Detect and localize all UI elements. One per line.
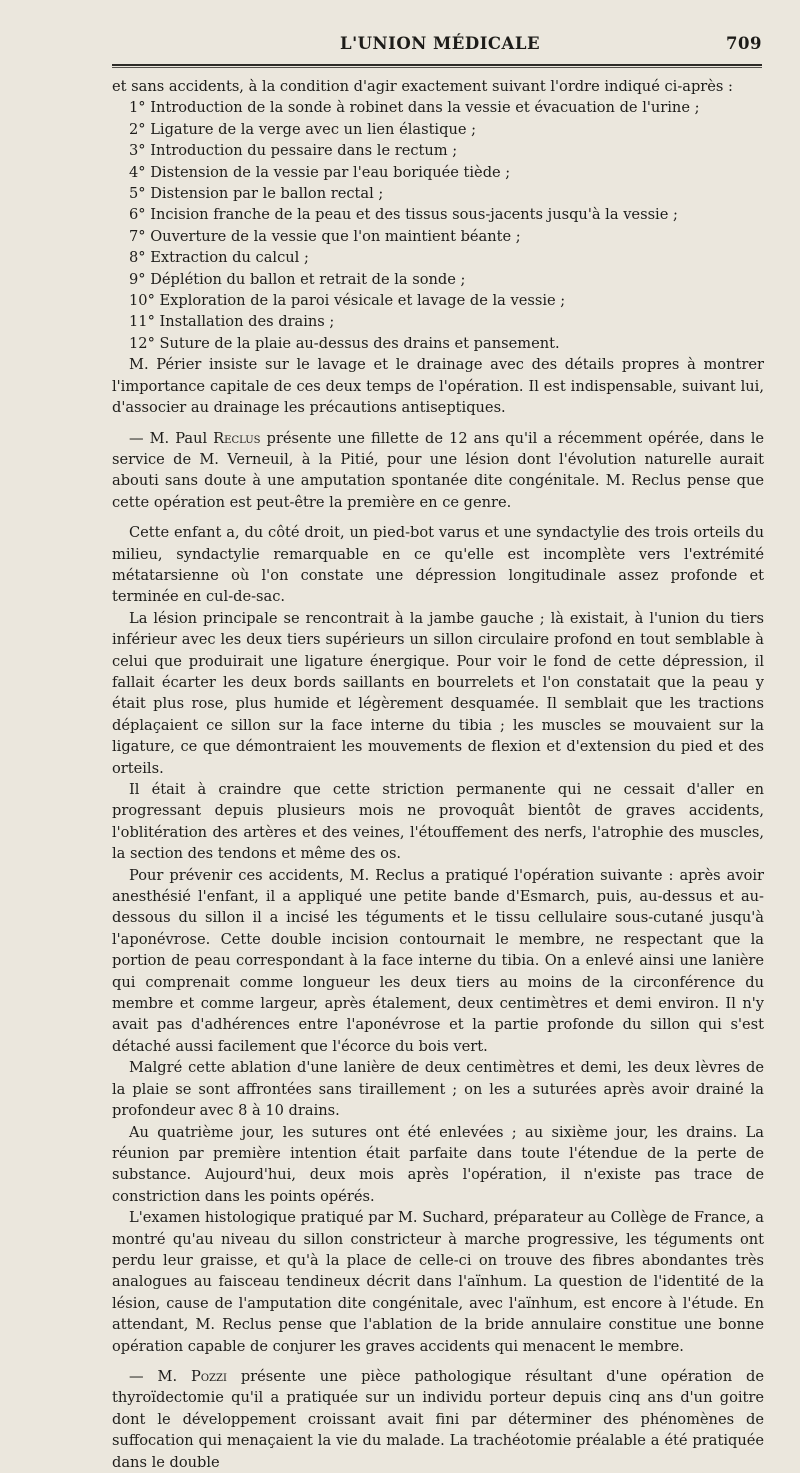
pozzi-paragraph: [112, 1366, 764, 1473]
step-item: 5° Distension par le ballon rectal ;: [129, 185, 384, 203]
step-item: 11° Installation des drains ;: [129, 313, 335, 331]
step-item: 12° Suture de la plaie au-dessus des drains et pansement.: [129, 334, 560, 352]
body-paragraph: Malgré cette ablation d'une lanière de deux centimètres et demi, les deux lèvres de la plaie se sont affrontées sans tiraillement ; on les a suturées après avoir drainé la profondeur avec 8 à 10 drains.: [112, 1059, 764, 1120]
page-header: [112, 30, 762, 58]
section-gap: [112, 513, 764, 522]
step-item: 9° Déplétion du ballon et retrait de la sonde ;: [129, 270, 466, 288]
body-paragraph: La lésion principale se rencontrait à la jambe gauche ; là existait, à l'union du tiers inférieur avec les deux tiers supérieurs un sillon circulaire profond en tout semblable à celui que produirait une ligature énergique. Pour voir le fond de cette dépression, il fallait écarter les deux bords saillants en bourrelets et l'on constatait que la peau y était plus rose, plus humide et légèrement desquamée. Il semblait que les tractions déplaçaient ce sillon sur la face interne du tibia ; les muscles se mouvaient sur la ligature, ce que démontraient les mouvements de flexion et d'extension du pied et des orteils.: [112, 609, 764, 777]
header-rule-thin: [112, 67, 762, 68]
step-item: 10° Exploration de la paroi vésicale et lavage de la vessie ;: [129, 292, 566, 310]
step-item: 3° Introduction du pessaire dans le rectum ;: [129, 142, 458, 160]
procedure-steps: [112, 97, 764, 354]
body-paragraph: L'examen histologique pratiqué par M. Suchard, préparateur au Collège de France, a montré qu'au niveau du sillon constricteur à marche progressive, les téguments ont perdu leur graisse, et qu'à la place de celle-ci on trouve des fibres abondantes très analogues au faisceau tendineux décrit dans l'aïnhum. La question de l'identité de la lésion, cause de l'amputation dite congénitale, avec l'aïnhum, est encore à l'étude. En attendant, M. Reclus pense que l'ablation de la bride annulaire constitue une bonne opération capable de conjurer les graves accidents qui menacent le membre.: [112, 1209, 764, 1355]
step-item: 8° Extraction du calcul ;: [129, 249, 309, 267]
step-item: 2° Ligature de la verge avec un lien élastique ;: [129, 120, 477, 138]
section-gap: [112, 419, 764, 428]
step-item: 7° Ouverture de la vessie que l'on maintient béante ;: [129, 227, 521, 245]
reclus-intro-paragraph: [112, 428, 764, 514]
body-paragraph: Cette enfant a, du côté droit, un pied-bot varus et une syndactylie des trois orteils du milieu, syndactylie remarquable en ce qu'elle est incomplète vers l'extrémité métatarsienne où l'on constate une dépression longitudinale assez profonde et terminée en cul-de-sac.: [112, 524, 764, 606]
header-rule: [112, 64, 762, 66]
intro-line: et sans accidents, à la condition d'agir exactement suivant l'ordre indiqué ci-après :: [112, 78, 733, 95]
body-paragraph: Au quatrième jour, les sutures ont été enlevées ; au sixième jour, les drains. La réunion par première intention était parfaite dans toute l'étendue de la perte de substance. Aujourd'hui, deux mois après l'opération, il n'existe pas trace de constriction dans les points opérés.: [112, 1123, 764, 1205]
body-paragraph: Il était à craindre que cette striction permanente qui ne cessait d'aller en progressant depuis plusieurs mois ne provoquât bientôt de graves accidents, l'oblitération des artères et des veines, l'étouffement des nerfs, l'atrophie des muscles, la section des tendons et même des os.: [112, 781, 764, 863]
body-paragraph: Pour prévenir ces accidents, M. Reclus a pratiqué l'opération suivante : après avoir anesthésié l'enfant, il a appliqué une petite bande d'Esmarch, puis, au-dessus et au-dessous du sillon il a incisé les téguments et le tissu cellulaire sous-cutané jusqu'à l'aponévrose. Cette double incision contournait le membre, ne respectant que la portion de peau correspondant à la face interne du tibia. On a enlevé ainsi une lanière qui comprenait comme longueur les deux tiers au moins de la circonférence du membre et comme largeur, après étalement, deux centimètres et demi environ. Il n'y avait pas d'adhérences entre l'aponévrose et la partie profonde du sillon qui s'est détaché aussi facilement que l'écorce du bois vert.: [112, 866, 764, 1055]
author-name-reclus: Reclus: [213, 429, 261, 447]
step-item: 1° Introduction de la sonde à robinet dans la vessie et évacuation de l'urine ;: [129, 99, 700, 117]
reclus-intro-before: — M. Paul: [129, 429, 214, 447]
pozzi-after: présente une pièce pathologique résultant d'une opération de thyroïdectomie qu'il a pratiquée sur un individu porteur depuis cinq ans d'un goitre dont le développement croissant avait fini par déterminer des phénomènes de suffocation qui menaçaient la vie du malade. La trachéotomie préalable a été pratiquée dans le double: [112, 1367, 764, 1471]
step-item: 6° Incision franche de la peau et des tissus sous-jacents jusqu'à la vessie ;: [129, 206, 678, 224]
page-number: 709: [726, 34, 762, 53]
author-name-pozzi: Pozzi: [191, 1367, 227, 1385]
section-gap: [112, 1357, 764, 1366]
article-body: [112, 76, 764, 1473]
reclus-intro-after: présente une fillette de 12 ans qu'il a récemment opérée, dans le service de M. Verneuil, à la Pitié, pour une lésion dont l'évolution naturelle aurait abouti sans doute à une amputation spontanée dite congénitale. M. Reclus pense que cette opération est peut-être la première en ce genre.: [112, 429, 765, 511]
step-item: 4° Distension de la vessie par l'eau boriquée tiède ;: [129, 163, 511, 181]
perier-paragraph: M. Périer insiste sur le lavage et le drainage avec des détails propres à montrer l'importance capitale de ces deux temps de l'opération. Il est indispensable, suivant lui, d'associer au drainage les précautions antiseptiques.: [112, 356, 764, 417]
running-title: L'UNION MÉDICALE: [340, 34, 541, 53]
pozzi-before: — M.: [129, 1367, 192, 1385]
